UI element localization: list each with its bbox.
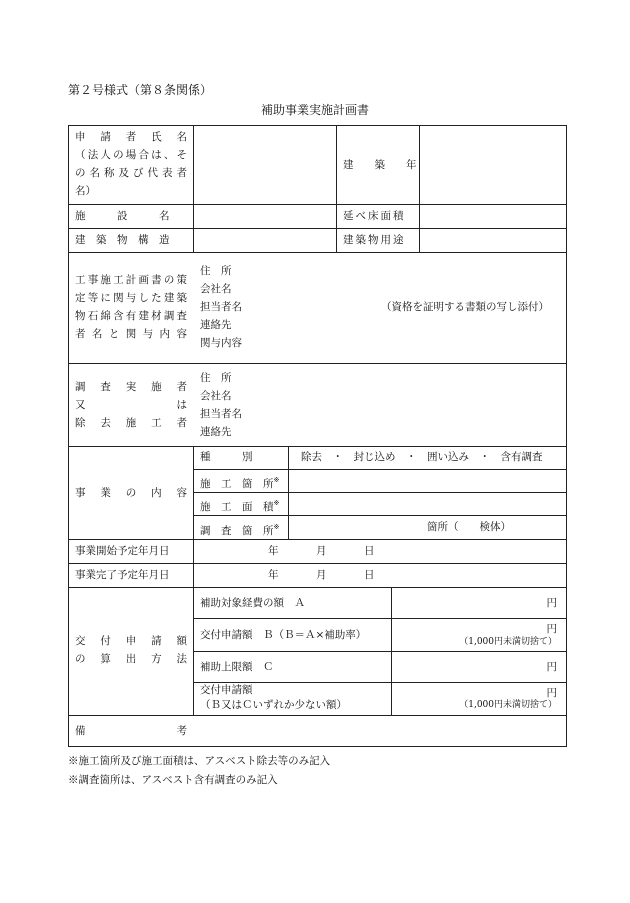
contractor-label	[75, 378, 187, 432]
asterisk-mark: ※	[273, 476, 280, 484]
column-divider	[288, 446, 289, 539]
label-text: 施 工 面 積	[200, 501, 274, 513]
label-char: 表	[162, 167, 173, 179]
field-contact: 連絡先	[200, 426, 232, 438]
start-year-unit: 年	[268, 545, 279, 557]
label-char: 調	[75, 381, 86, 393]
calculation-label	[75, 632, 187, 668]
label-char: 交	[75, 635, 86, 647]
total-floor-area-label: 延べ床面積	[343, 210, 406, 222]
building-use-label: 建築物用途	[343, 234, 406, 246]
label-char: 業	[100, 487, 111, 499]
label-char: 去	[100, 417, 111, 429]
row-divider	[69, 587, 566, 588]
label-char: 法	[176, 653, 187, 665]
label-char: は	[176, 399, 187, 411]
label-char: 関	[113, 292, 124, 304]
field-address: 住 所	[200, 372, 232, 384]
investigator-label	[75, 271, 187, 343]
column-divider	[193, 446, 194, 715]
label-char: の	[75, 653, 86, 665]
label-char: 合	[138, 149, 149, 161]
label-char: 容	[176, 328, 187, 340]
label-char: 申	[75, 131, 86, 143]
label-line	[75, 378, 187, 396]
label-char: の	[163, 274, 175, 286]
yen-unit: 円	[546, 597, 557, 609]
field-address: 住 所	[200, 265, 232, 277]
label-char: 額	[176, 635, 187, 647]
label-char: 等	[87, 292, 99, 304]
field-person-in-charge: 担当者名	[200, 408, 242, 420]
field-contact: 連絡先	[200, 319, 232, 331]
label-char: 考	[176, 725, 187, 737]
investigator-fields	[200, 262, 242, 352]
asterisk-mark: ※	[273, 523, 280, 531]
label-char: の	[125, 487, 137, 499]
label-char: 算	[100, 653, 111, 665]
rounding-note: （1,000円未満切捨て）	[459, 637, 557, 647]
field-company: 会社名	[200, 283, 232, 295]
form-number: 第２号様式（第８条関係）	[68, 83, 213, 97]
label-char: 関	[125, 328, 137, 340]
label-char: 名	[91, 328, 103, 340]
row-divider	[69, 204, 566, 205]
label-char: 施	[100, 274, 111, 286]
document-title: 補助事業実施計画書	[260, 103, 369, 117]
label-line	[75, 128, 187, 146]
label-char: 者	[176, 167, 187, 179]
label-char: 実	[125, 381, 137, 393]
label-char: 綿	[100, 310, 111, 322]
label-char: 者	[75, 328, 86, 340]
start-date-label: 事業開始予定年月日	[75, 545, 170, 557]
label-char: 又	[75, 399, 86, 411]
label-char: の	[75, 167, 86, 179]
label-char: 容	[176, 487, 187, 499]
label-line	[75, 307, 187, 325]
row-divider	[69, 446, 566, 447]
label-char: 氏	[151, 131, 162, 143]
label-char: 請	[100, 131, 111, 143]
end-day-unit: 日	[364, 569, 375, 581]
qualification-note: （資格を証明する書類の写し添付）	[381, 301, 549, 313]
label-char: 石	[87, 310, 99, 322]
subsidy-limit-c-label: 補助上限額 Ｃ	[200, 661, 274, 673]
label-char: 出	[125, 653, 137, 665]
application-amount-b-label: 交付申請額 Ｂ（Ｂ＝Ａ×補助率）	[200, 629, 367, 641]
label-char: 者	[125, 131, 137, 143]
field-company: 会社名	[200, 390, 232, 402]
label-char: 施	[125, 417, 137, 429]
row-divider	[193, 618, 566, 619]
label-char: 法	[87, 149, 99, 161]
label-line	[75, 325, 187, 343]
label-char: 内	[159, 328, 171, 340]
label-char: 請	[151, 635, 162, 647]
label-char: 者	[176, 417, 187, 429]
label-char: 及	[118, 167, 129, 179]
label-char: 材	[151, 310, 162, 322]
yen-unit: 円	[546, 623, 557, 635]
column-divider	[419, 126, 420, 252]
end-date-label: 事業完了予定年月日	[75, 569, 170, 581]
asterisk-mark: ※	[273, 499, 280, 507]
label-char: 物	[75, 310, 86, 322]
label-char: 、	[163, 149, 175, 161]
field-involvement: 関与内容	[200, 337, 242, 349]
business-content-label	[75, 484, 187, 502]
type-label: 種 別	[200, 451, 253, 463]
plan-form-table	[68, 125, 567, 747]
end-year-unit: 年	[268, 569, 279, 581]
label-char: に	[100, 292, 111, 304]
label-char: た	[151, 292, 162, 304]
label-char: 策	[176, 274, 187, 286]
label-char: 築	[176, 292, 187, 304]
label-line: 名）	[75, 185, 96, 197]
rounding-note: （1,000円未満切捨て）	[459, 700, 557, 710]
label-char: は	[151, 149, 162, 161]
label-char: 建	[163, 292, 175, 304]
label-text: 調 査 箇 所	[200, 525, 274, 537]
label-char: 代	[147, 167, 158, 179]
label-line	[75, 164, 187, 182]
footnote-construction: ※施工箇所及び施工面積は、アスベスト除去等のみ記入	[68, 755, 331, 767]
label-char: 事	[75, 487, 86, 499]
footnote-survey: ※調査箇所は、アスベスト含有調査のみ記入	[68, 774, 278, 786]
label-char: 査	[100, 381, 111, 393]
label-char: 称	[104, 167, 115, 179]
survey-place-label	[200, 518, 279, 540]
label-char: 工	[75, 274, 86, 286]
label-char: 調	[163, 310, 175, 322]
label-char: 工	[151, 417, 162, 429]
yen-unit: 円	[546, 661, 557, 673]
row-divider	[193, 469, 566, 470]
yen-unit: 円	[546, 687, 557, 699]
application-amount-final-label	[200, 683, 347, 713]
label-char: 名	[176, 131, 187, 143]
label-char: 施	[151, 381, 162, 393]
label-char: 画	[138, 274, 149, 286]
label-char: そ	[176, 149, 187, 161]
facility-name-label: 施 設 名	[75, 210, 170, 222]
label-char: 付	[100, 635, 111, 647]
label-char: 査	[176, 310, 187, 322]
label-char: び	[133, 167, 144, 179]
row-divider	[69, 539, 566, 540]
subsidy-eligible-cost-label: 補助対象経費の額 Ａ	[200, 597, 305, 609]
label-char: 書	[151, 274, 162, 286]
label-line	[75, 414, 187, 432]
label-text: 施 工 箇 所	[200, 478, 274, 490]
start-month-unit: 月	[316, 545, 327, 557]
label-char: 方	[151, 653, 162, 665]
row-divider	[193, 651, 566, 652]
label-line: 交付申請額	[200, 684, 253, 696]
contractor-fields	[200, 369, 242, 441]
building-structure-label: 建 築 物 構 造	[75, 234, 170, 246]
column-divider	[391, 587, 392, 715]
label-char: 名	[89, 167, 100, 179]
construction-area-label	[200, 494, 279, 516]
survey-place-value: 箇所（ 検体）	[427, 521, 511, 533]
label-char: 建	[138, 310, 149, 322]
label-char: 事	[87, 274, 99, 286]
start-day-unit: 日	[364, 545, 375, 557]
label-line	[75, 271, 187, 289]
row-divider	[69, 363, 566, 364]
column-divider	[193, 126, 194, 252]
label-char: 計	[125, 274, 137, 286]
label-char: 与	[125, 292, 137, 304]
end-month-unit: 月	[316, 569, 327, 581]
label-char: の	[113, 149, 124, 161]
label-char: 除	[75, 417, 86, 429]
label-char: 申	[125, 635, 137, 647]
label-char: 内	[151, 487, 162, 499]
label-char: 含	[113, 310, 124, 322]
label-line	[75, 146, 187, 164]
applicant-label	[75, 128, 187, 200]
label-line	[75, 632, 187, 650]
label-char: （	[75, 149, 86, 161]
label-char: 人	[100, 149, 111, 161]
label-line	[75, 650, 187, 668]
row-divider	[69, 715, 566, 716]
row-divider	[69, 228, 566, 229]
row-divider	[69, 563, 566, 564]
building-year-label: 建 築 年	[343, 159, 417, 171]
label-char: と	[108, 328, 120, 340]
label-char: 場	[125, 149, 137, 161]
label-char: 有	[125, 310, 137, 322]
label-char: 定	[75, 292, 86, 304]
label-char: 備	[75, 725, 86, 737]
label-line: （Ｂ又はＣいずれか少ない額）	[200, 699, 347, 711]
type-options: 除去 ・ 封じ込め ・ 囲い込み ・ 含有調査	[301, 451, 543, 463]
label-char: 工	[113, 274, 124, 286]
construction-place-label	[200, 471, 279, 493]
label-line	[75, 289, 187, 307]
label-char: 者	[176, 381, 187, 393]
field-person-in-charge: 担当者名	[200, 301, 242, 313]
label-char: 与	[142, 328, 154, 340]
row-divider	[69, 252, 566, 253]
label-line	[75, 396, 187, 414]
column-divider	[336, 126, 337, 252]
remarks-label	[75, 722, 187, 740]
label-char: し	[138, 292, 149, 304]
